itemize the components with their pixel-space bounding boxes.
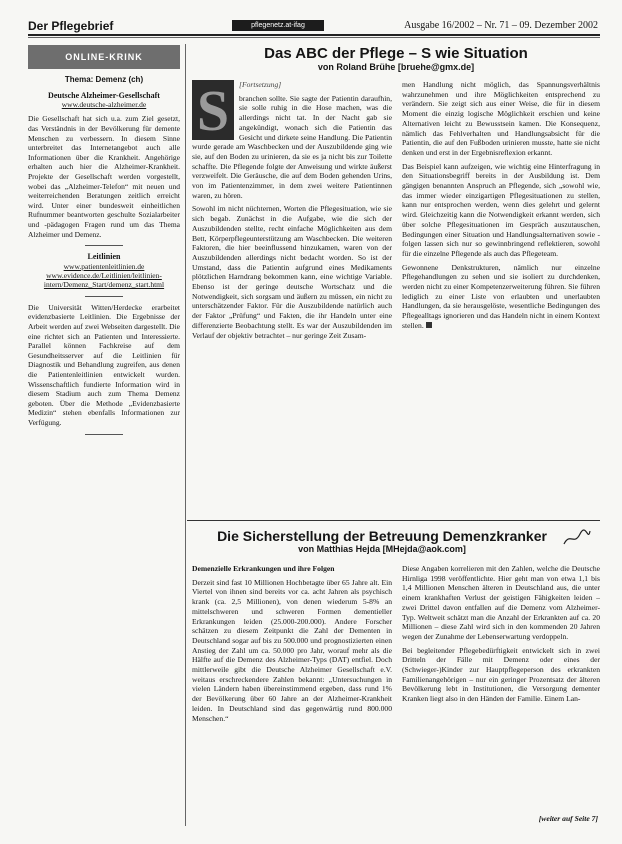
sidebar-leitlinien-link-2[interactable]: www.evidence.de/Leitlinien/leitlinien-intern/Demenz_Start/demenz_start.html: [43, 271, 165, 290]
article-2-column-1: [192, 564, 392, 826]
article-1-column-2: [402, 80, 600, 512]
dropcap-s: [192, 80, 234, 140]
article-1-para: Das Beispiel kann aufzeigen, wie wichtig eine Hinterfragung in den Situationsbegriff bereits in der Ausbildung ist. Dem gängigen benannten Anspruch an Pflegende, sich „sowohl wie, das immer wieder einzigartigen Pflegesituationen zu stellen, kann nur entsprochen werden, wenn dies gelehrt und gelernt wird. Gleichzeitig kann die Notwendigkeit erkannt werden, sich über solche Pflegesituationen im Gespräch auszutauschen, Bedingungen einer Situation und Handlungsalternativen sowie -folgen lassen sich nur so gewinnbringend reflektieren, sowohl für die einzelne Pflegende als auch das Pflegeteam.: [402, 161, 600, 258]
issue-info: Ausgabe 16/2002 – Nr. 71 – 09. Dezember 2002: [404, 20, 598, 31]
continued-on-page[interactable]: [weiter auf Seite 7]: [538, 814, 598, 823]
sidebar-topic: Thema: Demenz (ch): [64, 75, 144, 84]
column-divider: [185, 44, 186, 826]
sidebar-org-name: Deutsche Alzheimer-Gesellschaft: [48, 90, 160, 100]
article-1-para: men Handlung nicht möglich, das Spannungsverhältnis wahrzunehmen und ihre Möglichkeiten entsprechend zu verändern. Sie zeigt sich aus einer Weise, die für in diesem Moment die einzig logische Möglichkeit erschien und keine Alternativen leicht zu Bewusstsein kamen. Die Konsequenz, nämlich das Fehlverhalten und Handlungsabsicht für die Patientin, die auf den Fußboden urinieren musste, hatte sie nicht denken und erst in der Ergebnisreflexion erkannt.: [402, 80, 600, 157]
sidebar-divider: [85, 434, 123, 435]
header-subrule: [28, 37, 600, 38]
publication-name: Der Pflegebrief: [28, 19, 114, 33]
article-1-para: Sowohl im nicht nüchternen, Worten die Pflegesituation, wie sie sich begab. Zunächst in die Aufgabe, wie die sich der Auszubildenden stellte, recht einfache Möglichkeiten aus dem Bett, Körperpflegeunterstützung am Waschbecken. Die weiteren Faktoren, die hier beeinflussend hinzukamen, waren von der Auszubildenden allerdings nicht bedacht worden. So ist der Umstand, dass die Patientin aufgrund eines Medikaments plötzlichen Harndrang bekommen kann, eine wichtige Variable. Ebenso ist der geringe deutsche Wortschatz und die Notwendigkeit, sich sorgsam und äußern zu müssen, ein nicht zu unterschätzender Faktor. Für die Auszubildende natürlich auch der Faktor „Prüfung“ und Fakten, die ihr Handeln unter eine differenzierte Beobachtung stellt. Es war der Auszubildenden im Verlauf der objektiv betrachtet – nur geringe Zeit Zusam-: [192, 204, 392, 340]
continuation-tag: [Fortsetzung]: [239, 80, 282, 89]
article-1-header: [192, 45, 600, 72]
article-2-para: Bei begleitender Pflegebedürftigkeit entwickelt sich in zwei Dritteln der Fälle mit Demenz oder eines der (Schwieger-)Kinder zur Hauptpflegeperson des erkrankten Familienangehörigen – nur ein geringer Prozentsatz der älteren Bevölkerung lebt in Institutionen, die Versorgung dementer Kranken liegt also in den Händen der Familie. Einem Lan-: [402, 645, 600, 704]
signature-icon: [562, 528, 592, 548]
sidebar-divider: [85, 245, 123, 246]
sidebar-leitlinien-title: Leitlinien: [87, 252, 121, 262]
article-2-byline: von Matthias Hejda [MHejda@aok.com]: [298, 544, 466, 554]
header-rule: [28, 34, 600, 36]
sidebar-heading: ONLINE-KRINK: [28, 45, 180, 69]
article-1-column-1: [192, 80, 392, 512]
article-1-para: Gewonnene Denkstrukturen, nämlich nur einzelne Pflegehandlungen zu sehen und sie isoliert zu durchdenken, werden nicht zu einer Kompetenzerweiterung führen. Sie führen lediglich zu einer Liste von erlaubten und unerlaubten Handlungen, da sie herausgelöste, wesentliche Bedingungen des Pflegealltags ignorieren und das Handeln nicht in einem Kontext stellen.: [402, 262, 600, 330]
sidebar-leitlinien-link-1[interactable]: www.patientenleitlinien.de: [63, 261, 145, 271]
article-2-subheading: Demenzielle Erkrankungen und ihre Folgen: [192, 564, 335, 573]
sidebar-org-link[interactable]: www.deutsche-alzheimer.de: [61, 100, 147, 109]
article-2-para: Derzeit sind fast 10 Millionen Hochbetagte über 65 Jahre alt. Ein Viertel von ihnen sind bereits vor ca. acht Jahren als psychisch krank (ca. 2,5 Millionen), von denen wiederum 5-8% an mittelschweren und schweren Formen dementieller Erkrankungen leiden (25.000-200.000). Andere Forscher schätzen zu diesem Zeitpunkt die Zahl der Dementen in Deutschland sogar auf bis zu 500.000 und prognostizierten einen Anstieg der Zahl um ca. 50.000 pro Jahr, worauf mehr als die Hälfte auf die Demenz des Alzheimer-Typs (DAT) entfiel. Doch mittlerweile gibt die Deutsche Alzheimer Gesellschaft e.V. weitaus erschreckendere Zahlen bekannt: „Untersuchungen in vielen Ländern haben übereinstimmend ergeben, dass rund 1% der Bevölkerung über 60 Jahre an der Alzheimer-Krankheit leiden. In Deutschland sind das gegenwärtig rund 800.000 Menschen.“: [192, 577, 392, 723]
article-2-para: Diese Angaben korrelieren mit den Zahlen, welche die Deutsche Hirnliga 1998 veröffentlichte. Hier geht man von etwa 1,1 bis 1,4 Millionen Menschen älteren in Deutschland aus, die unter einem krankhaften Verlust der geistigen Fähigkeiten leiden – zwei Drittel davon entfallen auf die Demenz vom Alzheimer-Typ. Weltweit schätzt man die Anzahl der Erkrankten auf ca. 20 Millionen – diese Zahl wird sich in den kommenden 20 Jahren wegen der Zunahme der Lebenserwartung verdoppeln.: [402, 564, 600, 641]
article-1-para: branchen sollte. Sie sagte der Patientin daraufhin, sie solle ruhig in die Hose machen, was die allerdings nicht tat. In der Nacht gab sie angekündigt, wonach sich die Patientin das Gesicht und dirkete seine Handlung. Die Patientin wurde gerade am Waschbecken und der Auszubildende ging wie sie, auf den Boden zu urinieren, da sie es ja nicht bis zur Toilette schaffte. Die Pflegende folgte der Anweisung und wirkte äußerst verzweifelt. Die Geräusche, die auf dem Boden gehenden Urins, von im Patientenzimmer, in dem zwei weitere Patientinnen waren, zu hören.: [192, 93, 392, 200]
article-2-column-2: [402, 564, 600, 814]
svg-text:S: S: [196, 80, 230, 140]
sidebar-divider: [85, 296, 123, 297]
sidebar-online-krink: [28, 45, 180, 441]
publisher-logo: pflegenetz.at-ifag: [232, 20, 324, 31]
article-1-title: Das ABC der Pflege – S wie Situation: [264, 45, 528, 62]
article-2-header: [192, 528, 572, 554]
end-mark-icon: [426, 322, 432, 328]
article-1-byline: von Roland Brühe [bruehe@gmx.de]: [317, 62, 475, 72]
article-separator: [187, 520, 600, 521]
sidebar-paragraph-2: Die Universität Witten/Herdecke erarbeitet evidenzbasierte Leitlinien. Die Ergebnisse der Arbeit werden auf zwei Webseiten dargestellt. Die eine richtet sich an Patienten und Interessierte. Parallel können Fachkreise auf dem Gesundheitsserver auf die Leitlinien für Diagnostik und Behandlung zugreifen, aus denen die Patientenleitlinien entwickelt wurden. Wissenschaftlich fundierte Information wird in diesem Stadium auch zum Thema Demenz geboten. Über die Methode „Evidenzbasierte Medizin“ stehen ebenfalls Informationen zur Verfügung.: [28, 302, 180, 427]
article-2-title: Die Sicherstellung der Betreuung Demenzkranker: [217, 528, 547, 544]
sidebar-paragraph-1: Die Gesellschaft hat sich u.a. zum Ziel gesetzt, das Verständnis in der Bevölkerung für demente Menschen zu verbessern. In diesem Sinne unterbreitet das Internetangebot auch alle Informationen über die Krankheit. Angehörige erhalten auch hier die Alzheimer-Krankheit. Projekte der Gesellschaft werden vorgestellt, wobei das „Alzheimer-Telefon“ mit neuen und weiterreichenden Beratungen zeitlich erreicht wird. Unter einer bundesweit einheitlichen Rufnummer beantworten geschulte Sozialarbeiter und -pädagogen Fragen rund um das Thema Alzheimer und Demenz.: [28, 114, 180, 239]
